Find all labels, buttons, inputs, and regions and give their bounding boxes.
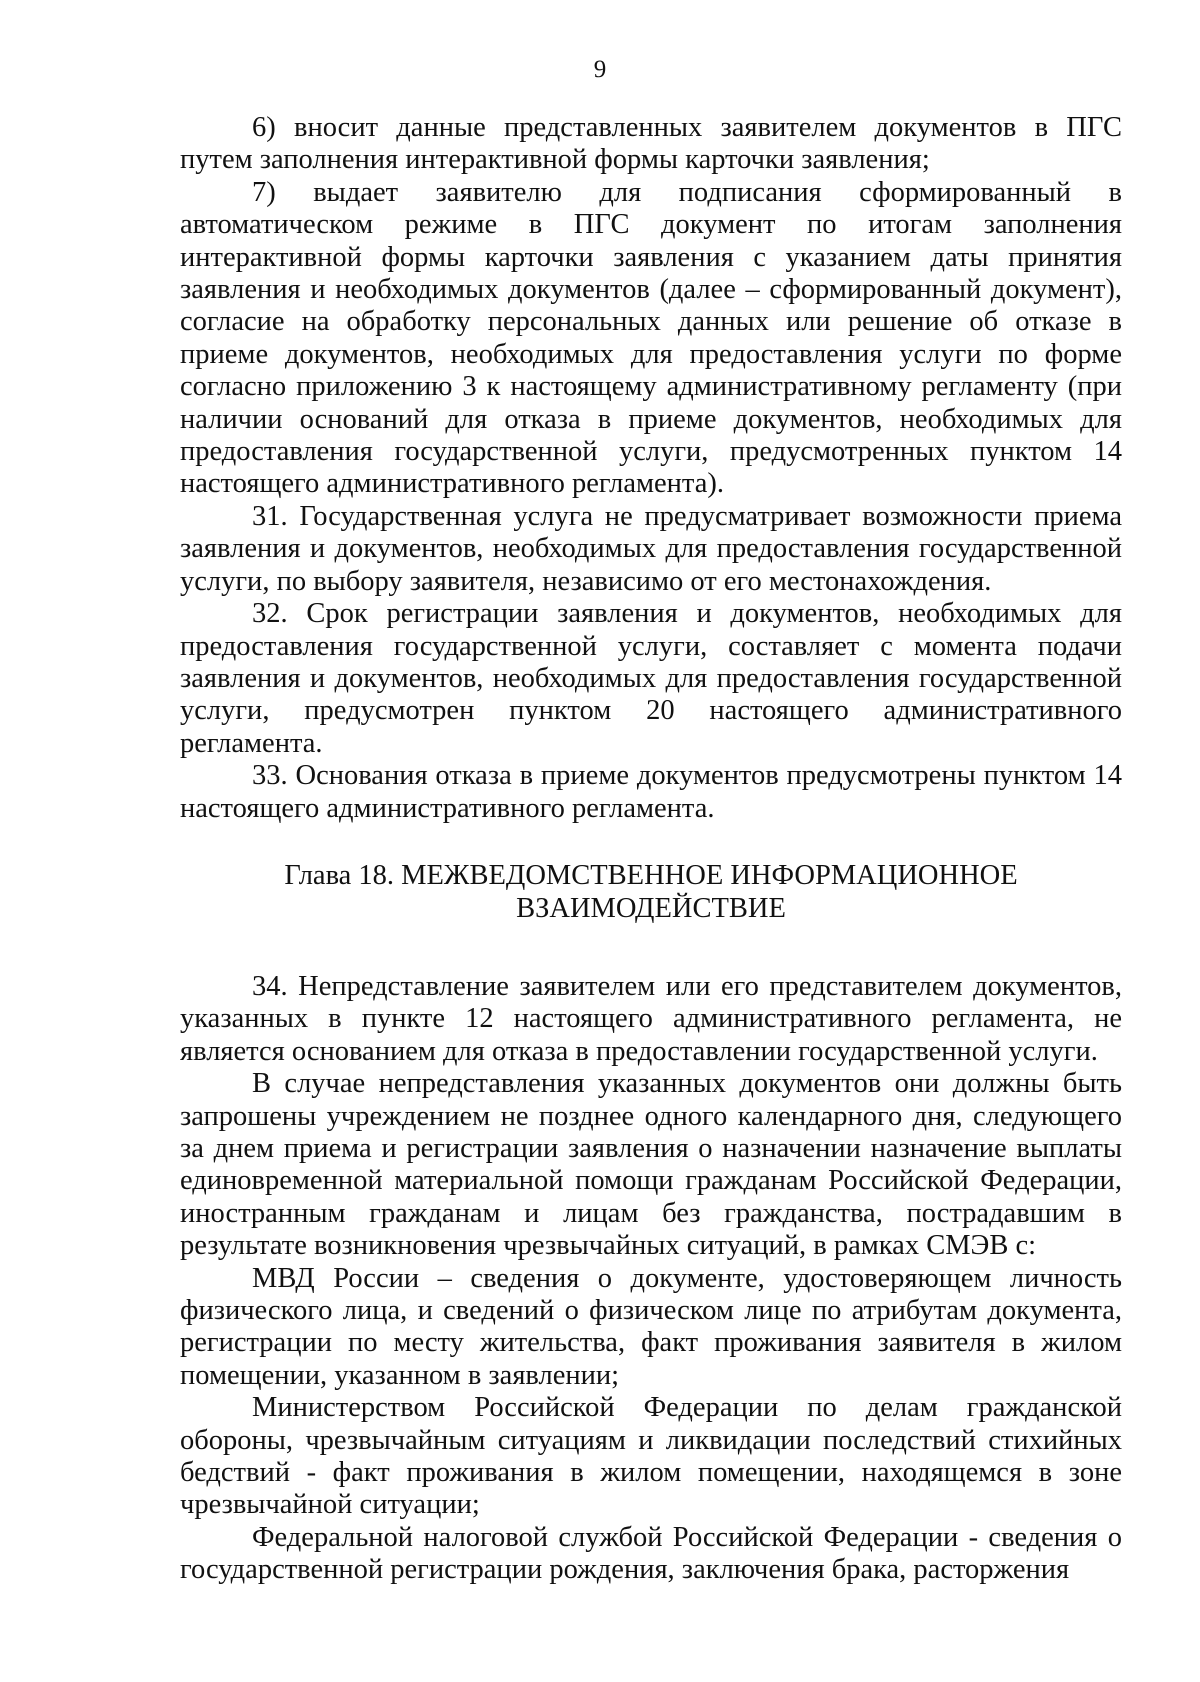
- paragraph-fns: Федеральной налоговой службой Российской Федерации - сведения о государственной регистрации рождения, заключения брака, расторжения: [180, 1521, 1122, 1586]
- paragraph-33: 33. Основания отказа в приеме документов предусмотрены пунктом 14 настоящего административного регламента.: [180, 760, 1122, 824]
- chapter-heading: [180, 859, 1122, 925]
- paragraph-item-6: 6) вносит данные представленных заявителем документов в ПГС путем заполнения интерактивной формы карточки заявления;: [180, 112, 1122, 176]
- paragraph-31: 31. Государственная услуга не предусматривает возможности приема заявления и документов, необходимых для предоставления государственной услуги, по выбору заявителя, независимо от его местонахождения.: [180, 500, 1122, 597]
- paragraph-mvd: МВД России – сведения о документе, удостоверяющем личность физического лица, и сведений о физическом лице по атрибутам документа, регистрации по месту жительства, факт проживания заявителя в жилом помещении, указанном в заявлении;: [180, 1262, 1122, 1391]
- paragraph-34: 34. Непредставление заявителем или его представителем документов, указанных в пункте 12 настоящего административного регламента, не является основанием для отказа в предоставлении государственной услуги.: [180, 970, 1122, 1067]
- paragraph-item-7: 7) выдает заявителю для подписания сформированный в автоматическом режиме в ПГС документ по итогам заполнения интерактивной формы карточки заявления с указанием даты принятия заявления и необходимых документов (далее – сформированный документ), согласие на обработку персональных данных или решение об отказе в приеме документов, необходимых для предоставления услуги по форме согласно приложению 3 к настоящему административному регламенту (при наличии оснований для отказа в приеме документов, необходимых для предоставления государственной услуги, предусмотренных пунктом 14 настоящего административного регламента).: [180, 176, 1122, 500]
- paragraph-32: 32. Срок регистрации заявления и документов, необходимых для предоставления государственной услуги, составляет с момента подачи заявления и документов, необходимых для предоставления государственной услуги, предусмотрен пунктом 20 настоящего административного регламента.: [180, 598, 1122, 759]
- paragraph-mchs: Министерством Российской Федерации по делам гражданской обороны, чрезвычайным ситуациям и ликвидации последствий стихийных бедствий - факт проживания в жилом помещении, находящемся в зоне чрезвычайной ситуации;: [180, 1392, 1122, 1521]
- page-number: 9: [593, 56, 607, 83]
- document-body: [180, 112, 1122, 1587]
- chapter-heading-line-1: Глава 18. МЕЖВЕДОМСТВЕННОЕ ИНФОРМАЦИОННОЕ: [284, 859, 1018, 891]
- chapter-heading-line-2: ВЗАИМОДЕЙСТВИЕ: [516, 892, 786, 924]
- paragraph-missing-documents: В случае непредставления указанных документов они должны быть запрошены учреждением не позднее одного календарного дня, следующего за днем приема и регистрации заявления о назначении назначение выплаты единовременной материальной помощи гражданам Российской Федерации, иностранным гражданам и лицам без гражданства, пострадавшим в результате возникновения чрезвычайных ситуаций, в рамках СМЭВ с:: [180, 1068, 1122, 1262]
